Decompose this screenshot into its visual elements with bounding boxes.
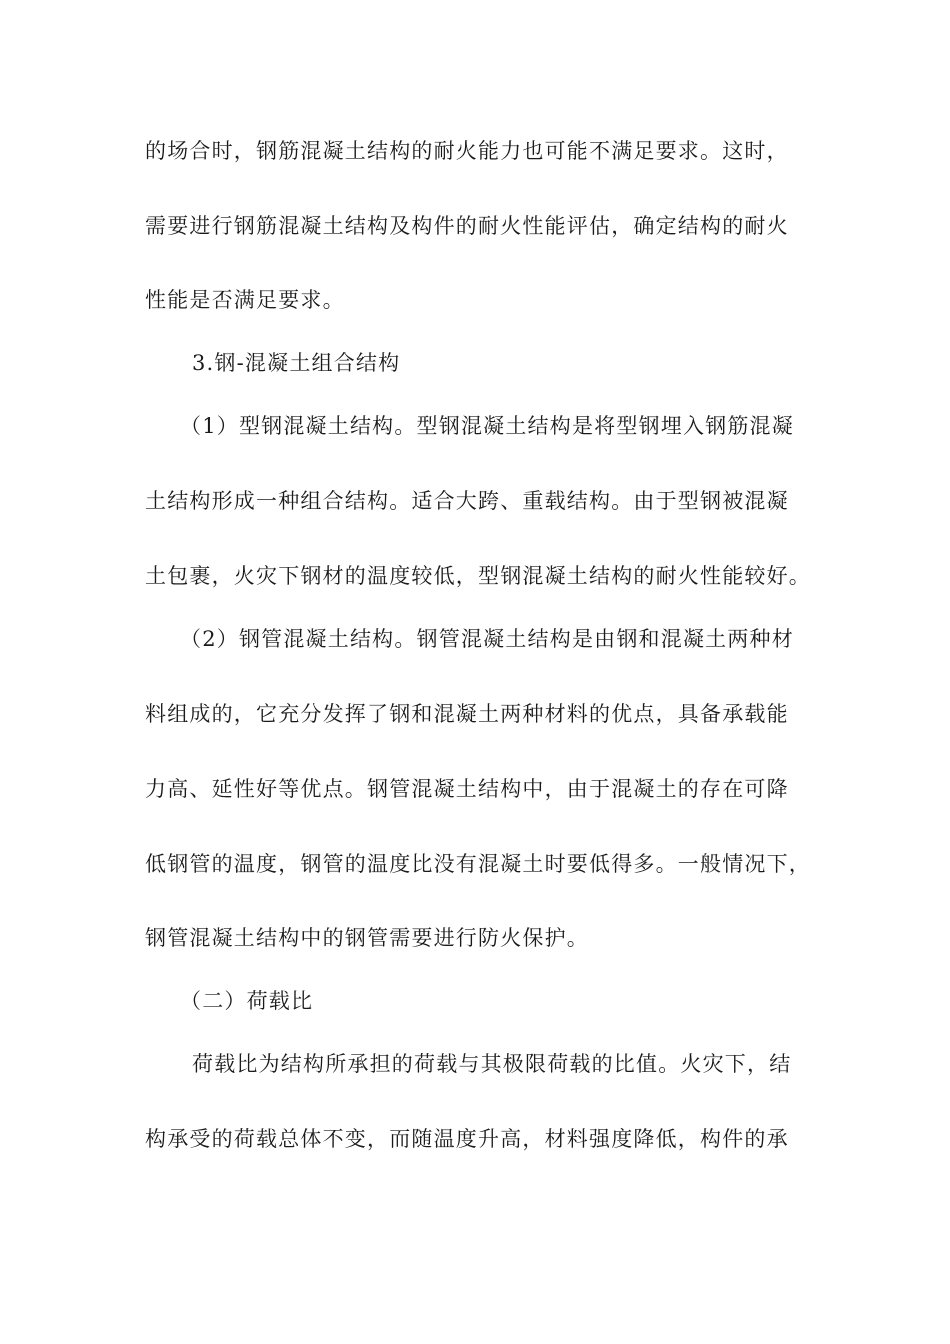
paragraph-line: 土结构形成一种组合结构。适合大跨、重载结构。由于型钢被混凝 <box>145 489 789 513</box>
paragraph-line: 低钢管的温度，钢管的温度比没有混凝土时要低得多。一般情况下， <box>145 852 811 876</box>
section-heading: 3.钢-混凝土组合结构 <box>192 351 401 375</box>
paragraph-line: 力高、延性好等优点。钢管混凝土结构中，由于混凝土的存在可降 <box>145 777 789 801</box>
paragraph-line: 料组成的，它充分发挥了钢和混凝土两种材料的优点，具备承载能 <box>145 702 789 726</box>
paragraph-line: 性能是否满足要求。 <box>145 288 345 312</box>
paragraph-line: （1）型钢混凝土结构。型钢混凝土结构是将型钢埋入钢筋混凝 <box>180 414 794 438</box>
paragraph-line: 土包裹，火灾下钢材的温度较低，型钢混凝土结构的耐火性能较好。 <box>145 564 811 588</box>
paragraph-line: 的场合时，钢筋混凝土结构的耐火能力也可能不满足要求。这时， <box>145 139 789 163</box>
paragraph-line: 荷载比为结构所承担的荷载与其极限荷载的比值。火灾下，结 <box>192 1052 792 1076</box>
paragraph-line: （2）钢管混凝土结构。钢管混凝土结构是由钢和混凝土两种材 <box>180 627 794 651</box>
section-heading: （二）荷载比 <box>180 989 314 1013</box>
paragraph-line: 钢管混凝土结构中的钢管需要进行防火保护。 <box>145 926 589 950</box>
paragraph-line: 需要进行钢筋混凝土结构及构件的耐火性能评估，确定结构的耐火 <box>145 214 789 238</box>
paragraph-line: 构承受的荷载总体不变，而随温度升高，材料强度降低，构件的承 <box>145 1127 789 1151</box>
